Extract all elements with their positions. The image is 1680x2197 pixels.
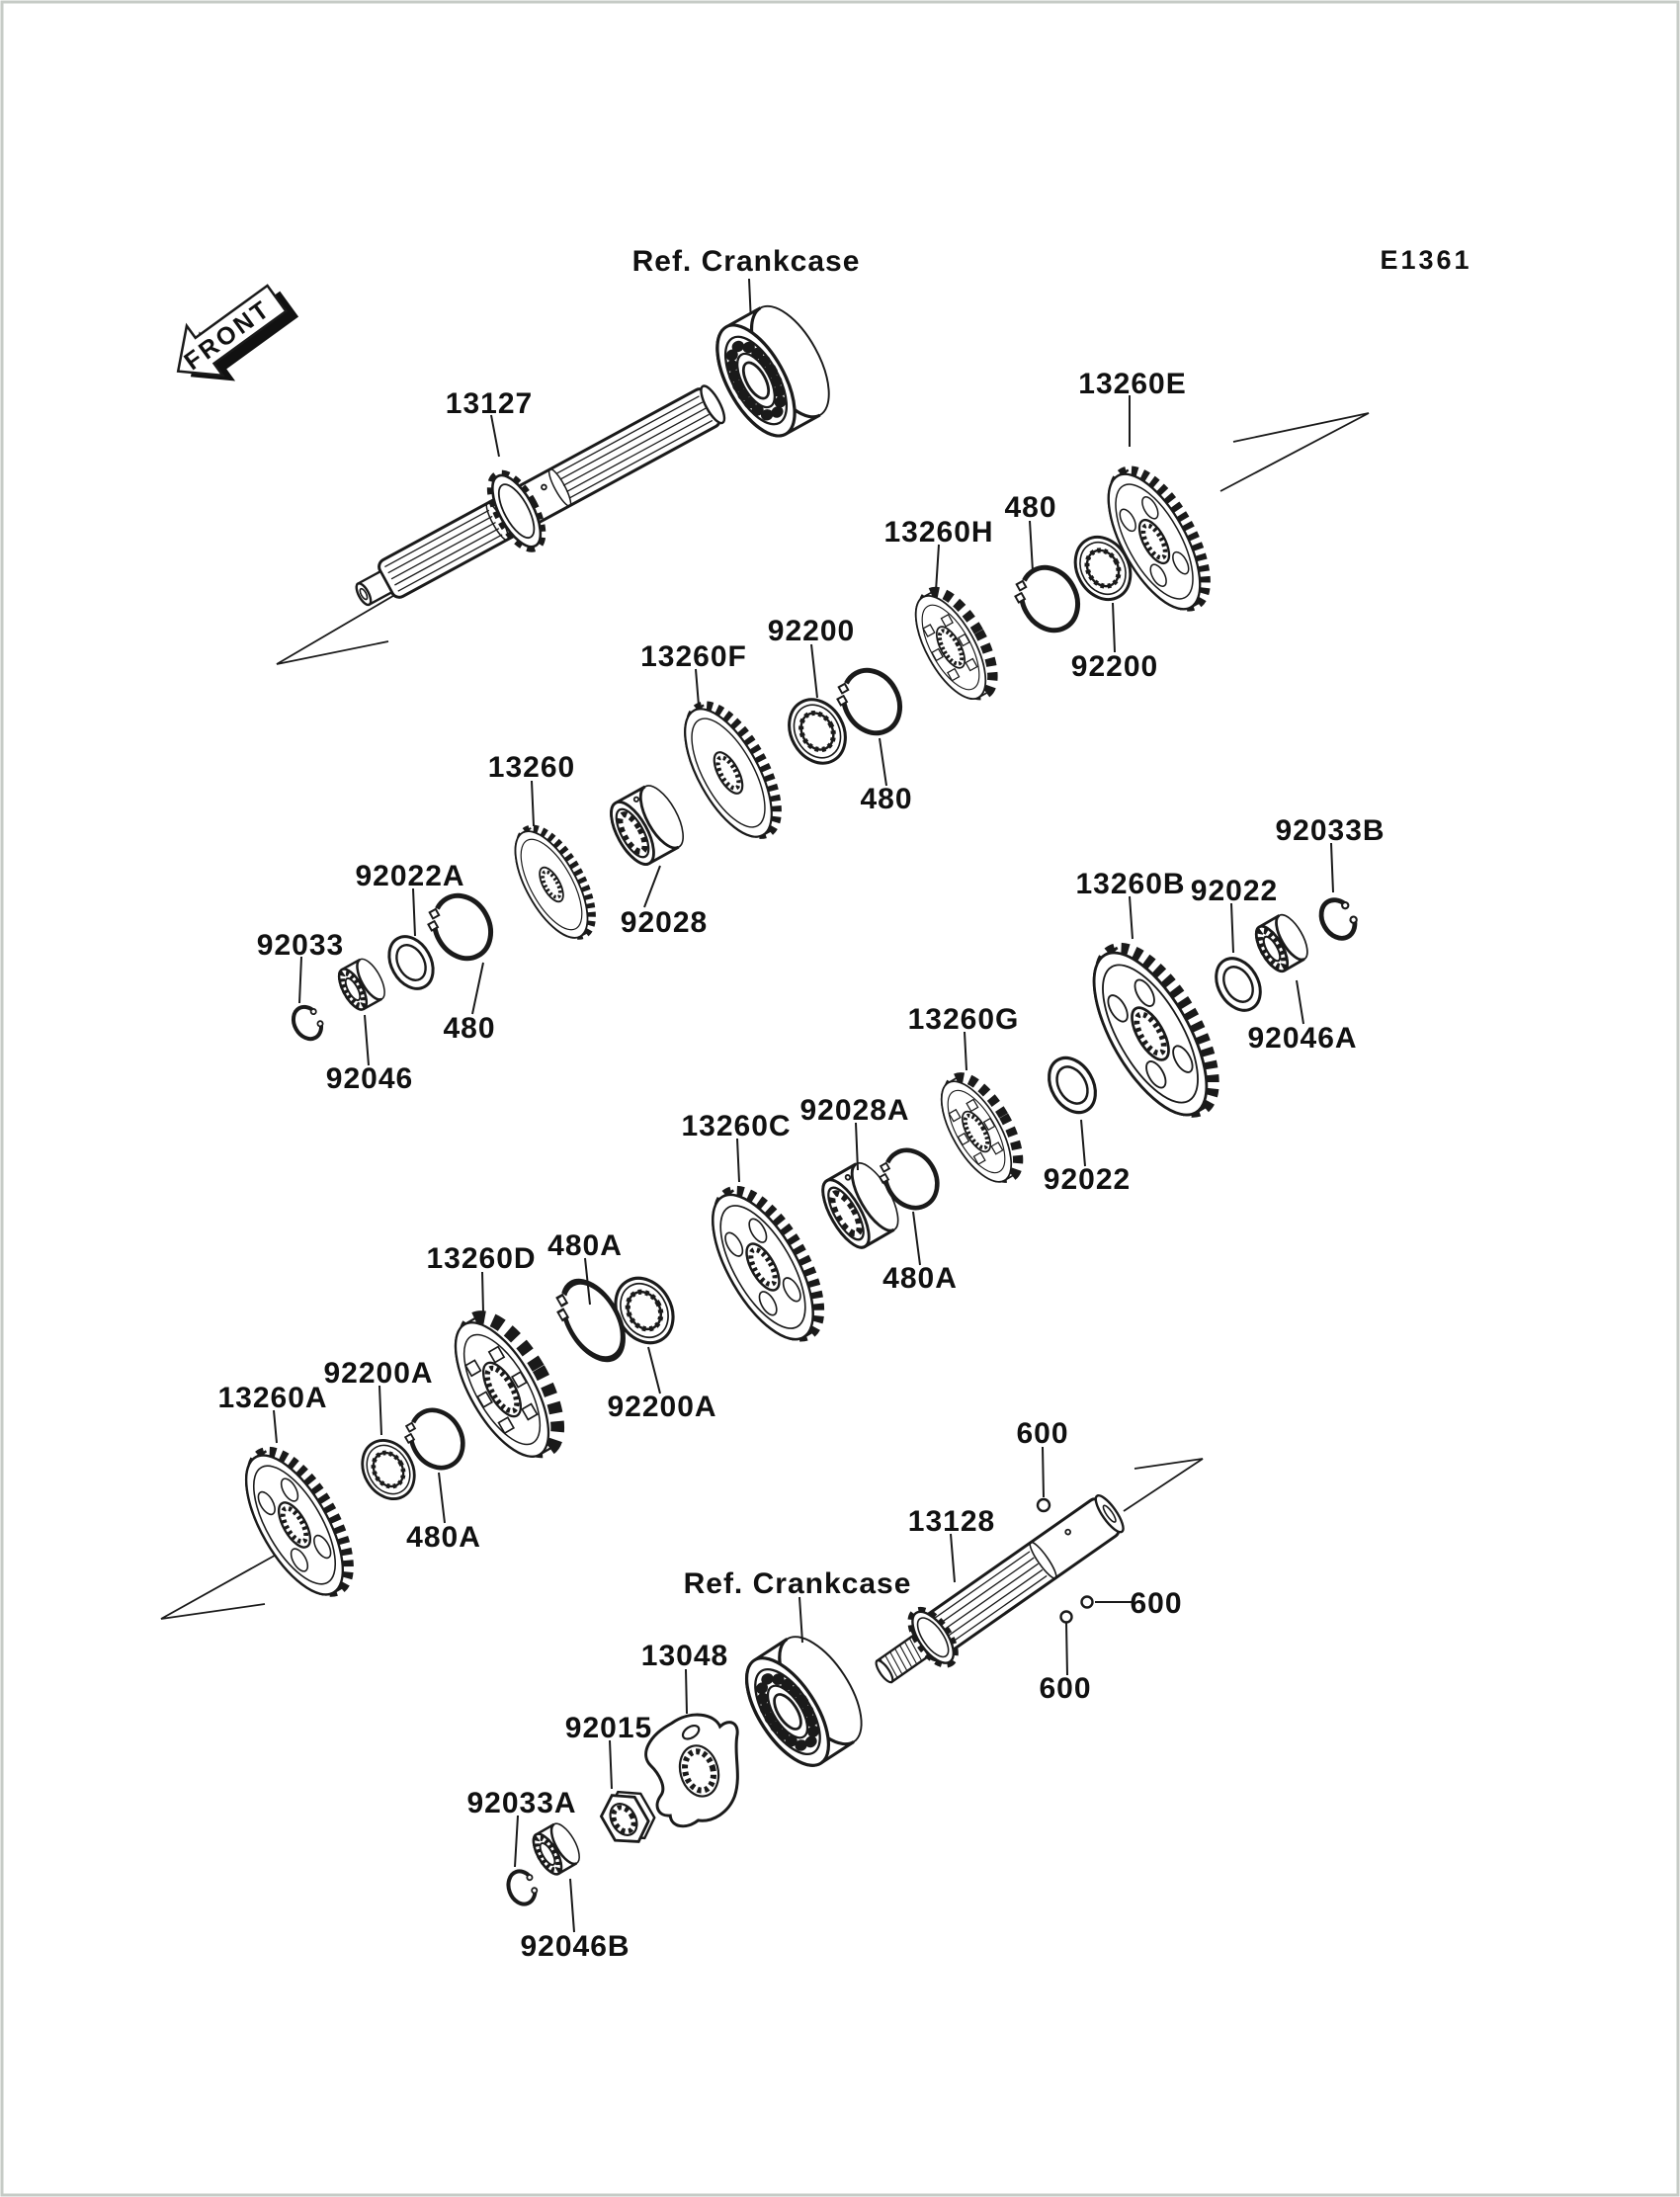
part-snapring-92033A: [504, 1867, 541, 1907]
label-92200A-right: 92200A: [607, 1391, 717, 1423]
label-13260F: 13260F: [640, 640, 747, 673]
label-92046B: 92046B: [520, 1930, 630, 1963]
part-gear-13260C: [693, 1176, 838, 1354]
label-480-left: 480: [443, 1012, 496, 1045]
part-ball-600-right: [1082, 1597, 1093, 1608]
label-92022-right: 92022: [1190, 875, 1279, 907]
label-13260A: 13260A: [217, 1382, 328, 1414]
label-13260C: 13260C: [681, 1110, 792, 1142]
label-92028: 92028: [620, 906, 709, 939]
part-ball-600-top: [1038, 1499, 1050, 1511]
label-92200A-left: 92200A: [323, 1357, 434, 1390]
label-13260E: 13260E: [1078, 368, 1187, 400]
part-washer-92022A: [380, 929, 442, 996]
part-bearing-92046A: [1250, 910, 1313, 975]
part-gear-13260G: [928, 1067, 1032, 1193]
label-92015: 92015: [564, 1712, 653, 1744]
part-washer-92022-lower: [1040, 1050, 1105, 1121]
front-direction-arrow: [159, 270, 306, 405]
label-92200-left: 92200: [767, 615, 856, 647]
label-92033A: 92033A: [466, 1787, 577, 1819]
label-480A-bottom: 480A: [406, 1521, 481, 1554]
part-circlip-480-left: [422, 886, 502, 970]
label-ref-crankcase-bottom: Ref. Crankcase: [683, 1567, 912, 1600]
label-92022-lower: 92022: [1043, 1163, 1132, 1196]
label-13260D: 13260D: [426, 1242, 537, 1275]
part-bearing-92046B: [528, 1819, 584, 1878]
label-figure-code: E1361: [1380, 245, 1472, 275]
part-gear-13260F: [668, 694, 795, 850]
label-ref-crankcase-top: Ref. Crankcase: [631, 245, 861, 278]
part-shaft-13127: [340, 367, 737, 632]
label-92022A: 92022A: [355, 860, 465, 892]
label-13127: 13127: [445, 387, 534, 420]
part-gear-13260A: [227, 1438, 368, 1609]
label-92046: 92046: [325, 1062, 414, 1095]
label-92033B: 92033B: [1275, 814, 1386, 847]
label-13048: 13048: [640, 1640, 729, 1672]
label-13128: 13128: [907, 1505, 996, 1538]
part-bearing-92046: [334, 955, 390, 1013]
label-92200-right: 92200: [1070, 650, 1159, 683]
label-92046A: 92046A: [1247, 1022, 1358, 1055]
part-bushing-92028: [603, 780, 692, 871]
label-600-top: 600: [1016, 1417, 1069, 1450]
label-480-mid: 480: [860, 783, 913, 815]
part-gear-13260D: [437, 1304, 576, 1471]
part-gear-13260: [501, 818, 606, 949]
label-600-right: 600: [1130, 1587, 1183, 1620]
part-crankcase-bearing-top: [702, 295, 845, 448]
label-13260G: 13260G: [907, 1003, 1020, 1036]
label-600-bottom: 600: [1039, 1672, 1092, 1705]
part-nut-92015: [595, 1783, 661, 1852]
part-holder-13048: [636, 1705, 758, 1832]
part-ball-600-bottom: [1061, 1612, 1072, 1623]
front-label: FRONT: [179, 295, 277, 377]
label-480A-right: 480A: [882, 1262, 958, 1295]
part-circlip-480A-right: [874, 1141, 948, 1218]
label-480-right: 480: [1004, 491, 1057, 524]
label-92028A: 92028A: [799, 1094, 910, 1127]
label-13260B: 13260B: [1075, 868, 1186, 900]
label-13260H: 13260H: [883, 516, 994, 549]
part-snapring-92033B: [1314, 893, 1362, 944]
part-crankcase-bearing-bottom: [730, 1624, 878, 1779]
label-92033: 92033: [256, 929, 345, 962]
part-bushing-92028A: [814, 1156, 907, 1254]
label-480A-top: 480A: [547, 1229, 623, 1262]
part-gear-13260H: [902, 582, 1007, 710]
part-washer-92022-right: [1208, 951, 1270, 1018]
part-gear-13260B: [1072, 932, 1235, 1132]
part-snapring-92033: [288, 1002, 327, 1045]
label-13260: 13260: [487, 751, 576, 784]
